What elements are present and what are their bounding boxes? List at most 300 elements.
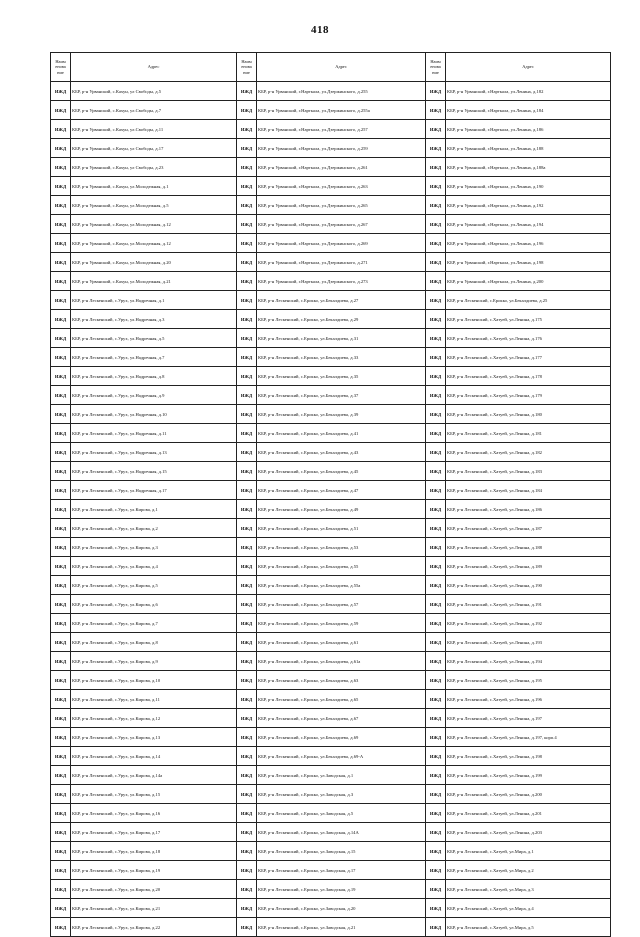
cell-type: ИЖД — [51, 671, 71, 690]
cell-address: КБР, р-н Урванский, с.Кахун, ул Свободы, д.23 — [71, 158, 237, 177]
cell-address: КБР, р-н Лескенский, с.Урух, ул.Кирова, д.3 — [71, 538, 237, 557]
table-row — [51, 462, 611, 481]
cell-type: ИЖД — [237, 291, 257, 310]
cell-type: ИЖД — [426, 367, 446, 386]
cell-type: ИЖД — [237, 766, 257, 785]
table-row — [51, 405, 611, 424]
cell-type: ИЖД — [426, 652, 446, 671]
cell-type: ИЖД — [237, 272, 257, 291]
cell-type: ИЖД — [237, 310, 257, 329]
cell-type: ИЖД — [426, 405, 446, 424]
cell-address: КБР, р-н Урванский, с.Кахун, ул.Молодежная, д.20 — [71, 253, 237, 272]
cell-address: КБР, р-н Лескенский, с.Урух, ул.Надречная, д.8 — [71, 367, 237, 386]
table-row — [51, 671, 611, 690]
cell-address: КБР, р-н Лескенский, с.Хатуей, ул.Ленина, д.201 — [446, 804, 611, 823]
cell-address: КБР, р-н Лескенский, с.Урух, ул.Кирова, д.2 — [71, 519, 237, 538]
cell-address: КБР, р-н Лескенский, с.Урух, ул.Кирова, д.6 — [71, 595, 237, 614]
cell-type: ИЖД — [51, 310, 71, 329]
cell-address: КБР, р-н Лескенский, с.Урух, ул.Кирова, д.19 — [71, 861, 237, 880]
cell-type: ИЖД — [51, 120, 71, 139]
cell-address: КБР, р-н Лескенский, с.Урух, ул.Надречная, д.5 — [71, 329, 237, 348]
cell-address: КБР, р-н Лескенский, с.Ерокко, ул.Бекалдиева, д.51 — [257, 519, 426, 538]
cell-type: ИЖД — [237, 747, 257, 766]
cell-address: КБР, р-н Лескенский, с.Хатуей, ул.Ленина, д.177 — [446, 348, 611, 367]
cell-type: ИЖД — [237, 918, 257, 937]
cell-type: ИЖД — [426, 842, 446, 861]
cell-address: КБР, р-н Лескенский, с.Хатуей, ул.Ленина, д.176 — [446, 329, 611, 348]
cell-type: ИЖД — [426, 861, 446, 880]
cell-type: ИЖД — [51, 766, 71, 785]
cell-address: КБР, р-н Урванский, г.Нарткала, ул.Дзержинского, д.255а — [257, 101, 426, 120]
cell-address: КБР, р-н Лескенский, с.Урух, ул.Надречная, д.10 — [71, 405, 237, 424]
cell-address: КБР, р-н Урванский, с.Кахун, ул.Молодежная, д.1 — [71, 177, 237, 196]
cell-address: КБР, р-н Урванский, г.Нарткала, ул.Дзержинского, д.257 — [257, 120, 426, 139]
cell-type: ИЖД — [51, 804, 71, 823]
cell-type: ИЖД — [51, 101, 71, 120]
table-row — [51, 842, 611, 861]
cell-address: КБР, р-н Лескенский, с.Ерокко, ул.Заводская, д.20 — [257, 899, 426, 918]
cell-address: КБР, р-н Лескенский, с.Урух, ул.Кирова, д.13 — [71, 728, 237, 747]
cell-type: ИЖД — [426, 139, 446, 158]
cell-address: КБР, р-н Лескенский, с.Урух, ул.Кирова, д.14а — [71, 766, 237, 785]
cell-type: ИЖД — [426, 234, 446, 253]
cell-type: ИЖД — [426, 82, 446, 101]
cell-address: КБР, р-н Урванский, с.Кахун, ул.Молодежная, д.12 — [71, 234, 237, 253]
cell-type: ИЖД — [237, 367, 257, 386]
cell-type: ИЖД — [51, 481, 71, 500]
cell-type: ИЖД — [237, 348, 257, 367]
cell-type: ИЖД — [51, 234, 71, 253]
cell-address: КБР, р-н Лескенский, с.Ерокко, ул.Бекалдиева, д.55а — [257, 576, 426, 595]
cell-type: ИЖД — [426, 709, 446, 728]
cell-type: ИЖД — [426, 595, 446, 614]
cell-address: КБР, р-н Лескенский, с.Урух, ул.Кирова, д.21 — [71, 899, 237, 918]
cell-address: КБР, р-н Лескенский, с.Ерокко, ул.Бекалдиева, д.47 — [257, 481, 426, 500]
cell-type: ИЖД — [426, 272, 446, 291]
col-header-type-2: Наим енова ние — [237, 53, 257, 82]
cell-type: ИЖД — [237, 158, 257, 177]
cell-address: КБР, р-н Урванский, г.Нарткала, ул.Ленина, д.188 — [446, 139, 611, 158]
table-row — [51, 196, 611, 215]
cell-address: КБР, р-н Лескенский, с.Ерокко, ул.Бекалдиева, д.43 — [257, 443, 426, 462]
cell-address: КБР, р-н Лескенский, с.Урух, ул.Кирова, д.4 — [71, 557, 237, 576]
col-header-address-1: Адрес — [71, 53, 237, 82]
cell-address: КБР, р-н Лескенский, с.Хатуей, ул.Ленина, д.187 — [446, 519, 611, 538]
cell-address: КБР, р-н Урванский, г.Нарткала, ул.Ленина, д.188а — [446, 158, 611, 177]
cell-type: ИЖД — [237, 538, 257, 557]
cell-type: ИЖД — [426, 538, 446, 557]
cell-type: ИЖД — [237, 405, 257, 424]
cell-address: КБР, р-н Лескенский, с.Ерокко, ул.Бекалдиева, д.45 — [257, 462, 426, 481]
cell-type: ИЖД — [426, 177, 446, 196]
table-row — [51, 253, 611, 272]
cell-address: КБР, р-н Лескенский, с.Хатуей, ул.Мира, д.1 — [446, 842, 611, 861]
cell-address: КБР, р-н Лескенский, с.Ерокко, ул.Бекалдиева, д.57 — [257, 595, 426, 614]
table-row — [51, 576, 611, 595]
cell-type: ИЖД — [51, 386, 71, 405]
table-row — [51, 177, 611, 196]
cell-address: КБР, р-н Лескенский, с.Ерокко, ул.Бекалдиева, д.69-А — [257, 747, 426, 766]
table-row — [51, 291, 611, 310]
cell-type: ИЖД — [51, 196, 71, 215]
cell-address: КБР, р-н Лескенский, с.Урух, ул.Кирова, д.10 — [71, 671, 237, 690]
cell-type: ИЖД — [426, 804, 446, 823]
cell-type: ИЖД — [426, 899, 446, 918]
table-row — [51, 633, 611, 652]
cell-address: КБР, р-н Лескенский, с.Ерокко, ул.Заводская, д.14А — [257, 823, 426, 842]
cell-address: КБР, р-н Урванский, с.Кахун, ул.Молодежная, д.21 — [71, 272, 237, 291]
cell-type: ИЖД — [426, 614, 446, 633]
table-row — [51, 82, 611, 101]
cell-address: КБР, р-н Урванский, г.Нарткала, ул.Ленина, д.194 — [446, 215, 611, 234]
cell-type: ИЖД — [51, 880, 71, 899]
cell-address: КБР, р-н Лескенский, с.Ерокко, ул.Бекалдиева, д.27 — [257, 291, 426, 310]
cell-address: КБР, р-н Урванский, г.Нарткала, ул.Дзержинского, д.267 — [257, 215, 426, 234]
table-row — [51, 614, 611, 633]
table-row — [51, 861, 611, 880]
cell-type: ИЖД — [237, 177, 257, 196]
cell-type: ИЖД — [51, 215, 71, 234]
cell-type: ИЖД — [426, 880, 446, 899]
cell-address: КБР, р-н Лескенский, с.Урух, ул.Кирова, д.22 — [71, 918, 237, 937]
cell-type: ИЖД — [426, 443, 446, 462]
cell-address: КБР, р-н Лескенский, с.Ерокко, ул.Бекалдиева, д.37 — [257, 386, 426, 405]
table-row — [51, 158, 611, 177]
cell-address: КБР, р-н Лескенский, с.Хатуей, ул.Ленина, д.200 — [446, 785, 611, 804]
cell-address: КБР, р-н Лескенский, с.Ерокко, ул.Бекалдиева, д.31 — [257, 329, 426, 348]
cell-address: КБР, р-н Лескенский, с.Хатуей, ул.Мира, д.2 — [446, 861, 611, 880]
table-row — [51, 272, 611, 291]
cell-type: ИЖД — [51, 785, 71, 804]
cell-address: КБР, р-н Лескенский, с.Ерокко, ул.Бекалдиева, д.39 — [257, 405, 426, 424]
cell-address: КБР, р-н Урванский, с.Кахун, ул.Молодежная, д.5 — [71, 196, 237, 215]
cell-address: КБР, р-н Лескенский, с.Хатуей, ул.Ленина, д.198 — [446, 747, 611, 766]
page-number: 418 — [311, 24, 329, 36]
cell-type: ИЖД — [237, 671, 257, 690]
cell-address: КБР, р-н Лескенский, с.Хатуей, ул.Ленина, д.203 — [446, 823, 611, 842]
cell-type: ИЖД — [237, 443, 257, 462]
cell-address: КБР, р-н Лескенский, с.Ерокко, ул.Заводская, д.3 — [257, 785, 426, 804]
cell-type: ИЖД — [237, 785, 257, 804]
table-row — [51, 500, 611, 519]
cell-address: КБР, р-н Лескенский, с.Хатуей, ул.Ленина, д.190 — [446, 576, 611, 595]
cell-address: КБР, р-н Лескенский, с.Ерокко, ул.Бекалдиева, д.29 — [257, 310, 426, 329]
cell-address: КБР, р-н Лескенский, с.Хатуей, ул.Ленина, д.193 — [446, 633, 611, 652]
cell-type: ИЖД — [51, 652, 71, 671]
table-row — [51, 139, 611, 158]
cell-address: КБР, р-н Лескенский, с.Хатуей, ул.Ленина, д.188 — [446, 538, 611, 557]
cell-address: КБР, р-н Урванский, с.Кахун, ул Свободы, д.5 — [71, 82, 237, 101]
cell-type: ИЖД — [237, 899, 257, 918]
cell-address: КБР, р-н Лескенский, с.Хатуей, ул.Ленина, д.195 — [446, 671, 611, 690]
table-row — [51, 424, 611, 443]
table-row — [51, 519, 611, 538]
cell-type: ИЖД — [426, 690, 446, 709]
cell-address: КБР, р-н Лескенский, с.Ерокко, ул.Бекалдиева, д.61 — [257, 633, 426, 652]
cell-type: ИЖД — [426, 633, 446, 652]
cell-address: КБР, р-н Лескенский, с.Хатуей, ул.Ленина, д.182 — [446, 443, 611, 462]
cell-address: КБР, р-н Лескенский, с.Хатуей, ул.Ленина, д.197, корп.4 — [446, 728, 611, 747]
cell-address: КБР, р-н Лескенский, с.Ерокко, ул.Бекалдиева, д.59 — [257, 614, 426, 633]
cell-type: ИЖД — [51, 538, 71, 557]
table-row — [51, 652, 611, 671]
cell-address: КБР, р-н Урванский, г.Нарткала, ул.Дзержинского, д.261 — [257, 158, 426, 177]
cell-address: КБР, р-н Лескенский, с.Хатуей, ул.Ленина, д.194 — [446, 652, 611, 671]
table-row — [51, 918, 611, 937]
cell-type: ИЖД — [237, 120, 257, 139]
cell-address: КБР, р-н Лескенский, с.Урух, ул.Надречная, д.11 — [71, 424, 237, 443]
cell-type: ИЖД — [237, 234, 257, 253]
cell-address: КБР, р-н Лескенский, с.Ерокко, ул.Бекалдиева, д.49 — [257, 500, 426, 519]
table-row — [51, 785, 611, 804]
table-row — [51, 101, 611, 120]
cell-type: ИЖД — [51, 842, 71, 861]
cell-type: ИЖД — [426, 500, 446, 519]
cell-address: КБР, р-н Лескенский, с.Хатуей, ул.Мира, д.3 — [446, 880, 611, 899]
col-header-type-1: Наим енова ние — [51, 53, 71, 82]
cell-type: ИЖД — [51, 519, 71, 538]
cell-type: ИЖД — [237, 557, 257, 576]
cell-address: КБР, р-н Лескенский, с.Урух, ул.Кирова, д.17 — [71, 823, 237, 842]
cell-address: КБР, р-н Урванский, г.Нарткала, ул.Ленина, д.190 — [446, 177, 611, 196]
cell-type: ИЖД — [237, 424, 257, 443]
cell-type: ИЖД — [51, 709, 71, 728]
cell-type: ИЖД — [237, 804, 257, 823]
table-row — [51, 804, 611, 823]
cell-type: ИЖД — [426, 424, 446, 443]
table-row — [51, 557, 611, 576]
cell-address: КБР, р-н Лескенский, с.Ерокко, ул.Заводская, д.15 — [257, 842, 426, 861]
cell-type: ИЖД — [237, 823, 257, 842]
cell-address: КБР, р-н Лескенский, с.Ерокко, ул.Заводская, д.21 — [257, 918, 426, 937]
cell-address: КБР, р-н Лескенский, с.Урух, ул.Надречная, д.7 — [71, 348, 237, 367]
cell-address: КБР, р-н Урванский, г.Нарткала, ул.Дзержинского, д.259 — [257, 139, 426, 158]
cell-type: ИЖД — [51, 405, 71, 424]
cell-address: КБР, р-н Урванский, г.Нарткала, ул.Дзержинского, д.273 — [257, 272, 426, 291]
cell-address: КБР, р-н Лескенский, с.Хатуей, ул.Мира, д.5 — [446, 918, 611, 937]
cell-address: КБР, р-н Лескенский, с.Урух, ул.Кирова, д.12 — [71, 709, 237, 728]
cell-address: КБР, р-н Урванский, г.Нарткала, ул.Дзержинского, д.269 — [257, 234, 426, 253]
cell-type: ИЖД — [51, 633, 71, 652]
table-body — [51, 82, 611, 937]
cell-address: КБР, р-н Урванский, г.Нарткала, ул.Дзержинского, д.271 — [257, 253, 426, 272]
cell-type: ИЖД — [426, 918, 446, 937]
cell-type: ИЖД — [51, 272, 71, 291]
cell-type: ИЖД — [426, 101, 446, 120]
table-row — [51, 728, 611, 747]
cell-type: ИЖД — [426, 310, 446, 329]
cell-address: КБР, р-н Урванский, г.Нарткала, ул.Ленина, д.186 — [446, 120, 611, 139]
table-row — [51, 329, 611, 348]
cell-type: ИЖД — [51, 861, 71, 880]
cell-address: КБР, р-н Лескенский, с.Хатуей, ул.Ленина, д.191 — [446, 595, 611, 614]
cell-type: ИЖД — [51, 823, 71, 842]
cell-type: ИЖД — [426, 215, 446, 234]
cell-address: КБР, р-н Лескенский, с.Урух, ул.Надречная, д.3 — [71, 310, 237, 329]
cell-type: ИЖД — [51, 899, 71, 918]
cell-address: КБР, р-н Лескенский, с.Ерокко, ул.Бекалдиева, д.25 — [446, 291, 611, 310]
cell-address: КБР, р-н Лескенский, с.Урух, ул.Надречная, д.13 — [71, 443, 237, 462]
cell-type: ИЖД — [237, 481, 257, 500]
table-row — [51, 386, 611, 405]
cell-address: КБР, р-н Лескенский, с.Хатуей, ул.Ленина, д.179 — [446, 386, 611, 405]
cell-type: ИЖД — [426, 576, 446, 595]
cell-address: КБР, р-н Лескенский, с.Хатуей, ул.Ленина, д.181 — [446, 424, 611, 443]
cell-type: ИЖД — [51, 747, 71, 766]
address-table — [50, 52, 611, 937]
cell-type: ИЖД — [237, 101, 257, 120]
table-row — [51, 310, 611, 329]
cell-type: ИЖД — [51, 576, 71, 595]
table-row — [51, 538, 611, 557]
cell-type: ИЖД — [426, 747, 446, 766]
cell-type: ИЖД — [51, 367, 71, 386]
cell-type: ИЖД — [51, 595, 71, 614]
cell-address: КБР, р-н Лескенский, с.Хатуей, ул.Ленина, д.197 — [446, 709, 611, 728]
cell-type: ИЖД — [426, 386, 446, 405]
cell-address: КБР, р-н Лескенский, с.Урух, ул.Надречная, д.17 — [71, 481, 237, 500]
col-header-type-3: Наим енова ние — [426, 53, 446, 82]
table-row — [51, 120, 611, 139]
cell-address: КБР, р-н Урванский, г.Нарткала, ул.Ленина, д.198 — [446, 253, 611, 272]
cell-address: КБР, р-н Лескенский, с.Урух, ул.Кирова, д.14 — [71, 747, 237, 766]
cell-type: ИЖД — [51, 918, 71, 937]
cell-type: ИЖД — [51, 177, 71, 196]
cell-type: ИЖД — [237, 329, 257, 348]
cell-type: ИЖД — [426, 519, 446, 538]
cell-address: КБР, р-н Лескенский, с.Урух, ул.Кирова, д.9 — [71, 652, 237, 671]
table-row — [51, 234, 611, 253]
cell-address: КБР, р-н Лескенский, с.Урух, ул.Надречная, д.1 — [71, 291, 237, 310]
col-header-address-2: Адрес — [257, 53, 426, 82]
cell-address: КБР, р-н Урванский, с.Кахун, ул.Молодежная, д.12 — [71, 215, 237, 234]
cell-type: ИЖД — [51, 690, 71, 709]
cell-type: ИЖД — [426, 120, 446, 139]
cell-type: ИЖД — [237, 82, 257, 101]
cell-type: ИЖД — [426, 481, 446, 500]
cell-type: ИЖД — [237, 519, 257, 538]
cell-type: ИЖД — [426, 329, 446, 348]
cell-type: ИЖД — [237, 861, 257, 880]
cell-type: ИЖД — [237, 690, 257, 709]
cell-address: КБР, р-н Лескенский, с.Ерокко, ул.Бекалдиева, д.53 — [257, 538, 426, 557]
cell-type: ИЖД — [426, 766, 446, 785]
cell-address: КБР, р-н Лескенский, с.Ерокко, ул.Бекалдиева, д.33 — [257, 348, 426, 367]
cell-address: КБР, р-н Лескенский, с.Хатуей, ул.Ленина, д.196 — [446, 690, 611, 709]
cell-address: КБР, р-н Лескенский, с.Урух, ул.Кирова, д.8 — [71, 633, 237, 652]
cell-address: КБР, р-н Лескенский, с.Урух, ул.Кирова, д.1 — [71, 500, 237, 519]
cell-address: КБР, р-н Лескенский, с.Хатуей, ул.Ленина, д.184 — [446, 481, 611, 500]
cell-address: КБР, р-н Урванский, г.Нарткала, ул.Ленина, д.184 — [446, 101, 611, 120]
cell-address: КБР, р-н Лескенский, с.Ерокко, ул.Бекалдиева, д.41 — [257, 424, 426, 443]
cell-type: ИЖД — [426, 291, 446, 310]
cell-address: КБР, р-н Лескенский, с.Ерокко, ул.Бекалдиева, д.35 — [257, 367, 426, 386]
cell-type: ИЖД — [426, 785, 446, 804]
table-row — [51, 823, 611, 842]
cell-type: ИЖД — [51, 329, 71, 348]
cell-address: КБР, р-н Урванский, с.Кахун, ул Свободы, д.17 — [71, 139, 237, 158]
cell-address: КБР, р-н Урванский, г.Нарткала, ул.Ленина, д.192 — [446, 196, 611, 215]
cell-type: ИЖД — [51, 500, 71, 519]
cell-type: ИЖД — [237, 215, 257, 234]
cell-type: ИЖД — [51, 728, 71, 747]
cell-address: КБР, р-н Лескенский, с.Ерокко, ул.Бекалдиева, д.69 — [257, 728, 426, 747]
cell-type: ИЖД — [237, 652, 257, 671]
cell-address: КБР, р-н Лескенский, с.Ерокко, ул.Заводская, д.1 — [257, 766, 426, 785]
cell-type: ИЖД — [426, 728, 446, 747]
cell-type: ИЖД — [237, 253, 257, 272]
cell-type: ИЖД — [426, 158, 446, 177]
cell-address: КБР, р-н Лескенский, с.Хатуей, ул.Ленина, д.199 — [446, 766, 611, 785]
cell-address: КБР, р-н Лескенский, с.Ерокко, ул.Бекалдиева, д.55 — [257, 557, 426, 576]
cell-type: ИЖД — [426, 462, 446, 481]
cell-type: ИЖД — [237, 728, 257, 747]
cell-type: ИЖД — [426, 196, 446, 215]
table-row — [51, 215, 611, 234]
cell-type: ИЖД — [237, 842, 257, 861]
cell-type: ИЖД — [237, 500, 257, 519]
cell-type: ИЖД — [51, 614, 71, 633]
cell-address: КБР, р-н Урванский, г.Нарткала, ул.Дзержинского, д.255 — [257, 82, 426, 101]
cell-address: КБР, р-н Лескенский, с.Урух, ул.Кирова, д.7 — [71, 614, 237, 633]
cell-address: КБР, р-н Лескенский, с.Урух, ул.Кирова, д.20 — [71, 880, 237, 899]
cell-address: КБР, р-н Лескенский, с.Ерокко, ул.Бекалдиева, д.65 — [257, 690, 426, 709]
cell-address: КБР, р-н Урванский, г.Нарткала, ул.Дзержинского, д.265 — [257, 196, 426, 215]
table-row — [51, 443, 611, 462]
cell-type: ИЖД — [426, 253, 446, 272]
cell-address: КБР, р-н Лескенский, с.Урух, ул.Кирова, д.16 — [71, 804, 237, 823]
cell-type: ИЖД — [51, 348, 71, 367]
cell-type: ИЖД — [51, 158, 71, 177]
cell-address: КБР, р-н Лескенский, с.Ерокко, ул.Заводская, д.17 — [257, 861, 426, 880]
col-header-address-3: Адрес — [446, 53, 611, 82]
cell-address: КБР, р-н Лескенский, с.Хатуей, ул.Мира, д.4 — [446, 899, 611, 918]
cell-type: ИЖД — [51, 253, 71, 272]
cell-type: ИЖД — [237, 576, 257, 595]
cell-type: ИЖД — [237, 139, 257, 158]
cell-address: КБР, р-н Урванский, г.Нарткала, ул.Ленина, д.196 — [446, 234, 611, 253]
cell-address: КБР, р-н Лескенский, с.Урух, ул.Кирова, д.5 — [71, 576, 237, 595]
cell-address: КБР, р-н Урванский, г.Нарткала, ул.Дзержинского, д.263 — [257, 177, 426, 196]
cell-address: КБР, р-н Урванский, г.Нарткала, ул.Ленина, д.182 — [446, 82, 611, 101]
cell-address: КБР, р-н Лескенский, с.Хатуей, ул.Ленина, д.183 — [446, 462, 611, 481]
table-row — [51, 481, 611, 500]
cell-type: ИЖД — [237, 196, 257, 215]
cell-address: КБР, р-н Лескенский, с.Хатуей, ул.Ленина, д.192 — [446, 614, 611, 633]
cell-address: КБР, р-н Лескенский, с.Ерокко, ул.Заводская, д.19 — [257, 880, 426, 899]
cell-address: КБР, р-н Лескенский, с.Ерокко, ул.Бекалдиева, д.61а — [257, 652, 426, 671]
table-row — [51, 348, 611, 367]
cell-address: КБР, р-н Лескенский, с.Урух, ул.Надречная, д.15 — [71, 462, 237, 481]
cell-type: ИЖД — [237, 633, 257, 652]
cell-address: КБР, р-н Урванский, с.Кахун, ул.Свободы, д.11 — [71, 120, 237, 139]
cell-address: КБР, р-н Лескенский, с.Хатуей, ул.Ленина, д.175 — [446, 310, 611, 329]
cell-address: КБР, р-н Урванский, с.Кахун, ул.Свободы, д.7 — [71, 101, 237, 120]
table-row — [51, 595, 611, 614]
cell-type: ИЖД — [51, 462, 71, 481]
cell-type: ИЖД — [51, 139, 71, 158]
cell-address: КБР, р-н Лескенский, с.Урух, ул.Кирова, д.15 — [71, 785, 237, 804]
table-row — [51, 747, 611, 766]
table-row — [51, 880, 611, 899]
cell-address: КБР, р-н Лескенский, с.Урух, ул.Надречная, д.9 — [71, 386, 237, 405]
cell-address: КБР, р-н Лескенский, с.Хатуей, ул.Ленина, д.178 — [446, 367, 611, 386]
cell-address: КБР, р-н Лескенский, с.Хатуей, ул.Ленина, д.186 — [446, 500, 611, 519]
cell-address: КБР, р-н Урванский, г.Нарткала, ул.Ленина, д.200 — [446, 272, 611, 291]
table-row — [51, 690, 611, 709]
cell-address: КБР, р-н Лескенский, с.Хатуей, ул.Ленина, д.180 — [446, 405, 611, 424]
cell-type: ИЖД — [51, 443, 71, 462]
